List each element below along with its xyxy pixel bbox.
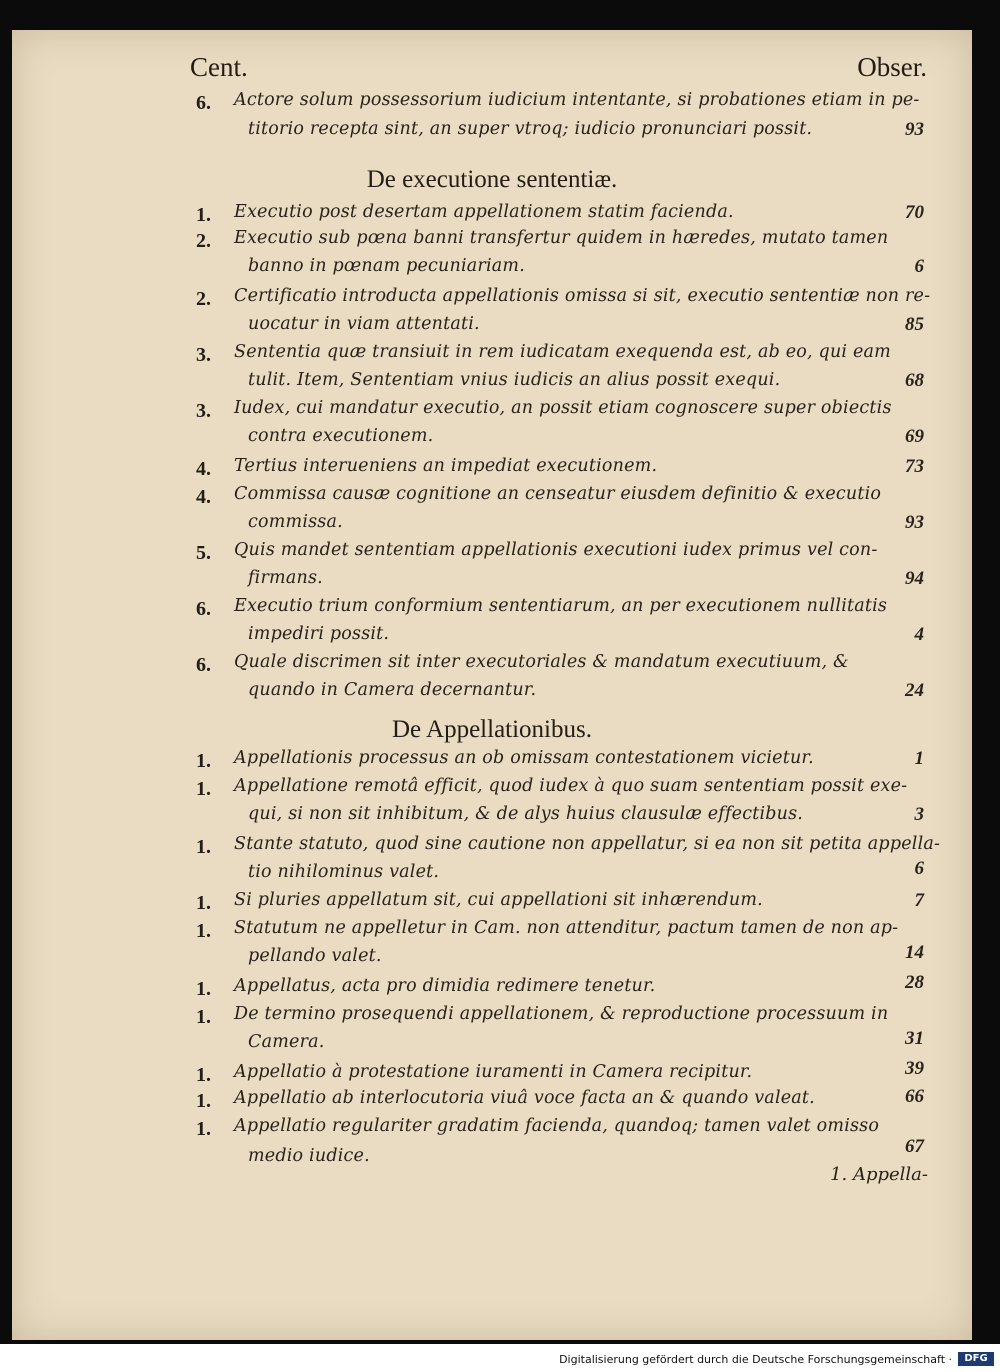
entry-number: 2. xyxy=(196,288,211,310)
entry-number: 1. xyxy=(196,978,211,1000)
catchword: 1. Appella- xyxy=(830,1164,928,1185)
entry-text: Sententia quæ transiuit in rem iudicatam exequenda est, ab eo, qui eam xyxy=(234,342,891,362)
entry-reference: 6 xyxy=(914,256,924,277)
entry-text: Quis mandet sententiam appellationis executioni iudex primus vel con- xyxy=(234,540,878,560)
entry-text: pellando valet. xyxy=(248,946,382,966)
entry-text: quando in Camera decernantur. xyxy=(248,680,537,700)
entry-reference: 93 xyxy=(905,512,924,533)
entry-text: Appellatio à protestatione iuramenti in Camera recipitur. xyxy=(234,1062,753,1082)
entry-number: 1. xyxy=(196,836,211,858)
entry-text: Stante statuto, quod sine cautione non appellatur, si ea non sit petita appella- xyxy=(234,834,941,854)
entry-number: 3. xyxy=(196,400,211,422)
entry-reference: 39 xyxy=(905,1058,924,1079)
entry-text: commissa. xyxy=(248,512,343,532)
entry-text: Commissa causæ cognitione an censeatur eiusdem definitio & executio xyxy=(234,484,882,504)
entry-text: tulit. Item, Sententiam vnius iudicis an alius possit exequi. xyxy=(248,370,781,390)
entry-number: 1. xyxy=(196,920,211,942)
entry-number: 6. xyxy=(196,598,211,620)
entry-reference: 14 xyxy=(905,942,924,963)
entry-number: 6. xyxy=(196,92,211,114)
book-page xyxy=(12,30,972,1340)
entry-text: Camera. xyxy=(248,1032,325,1052)
entry-text: uocatur in viam attentati. xyxy=(248,314,480,334)
entry-number: 1. xyxy=(196,892,211,914)
entry-text: firmans. xyxy=(248,568,323,588)
entry-number: 1. xyxy=(196,1118,211,1140)
entry-number: 6. xyxy=(196,654,211,676)
entry-text: Appellatus, acta pro dimidia redimere tenetur. xyxy=(234,976,656,996)
entry-number: 1. xyxy=(196,750,211,772)
entry-text: Certificatio introducta appellationis omissa si sit, executio sententiæ non re- xyxy=(234,286,931,306)
entry-number: 1. xyxy=(196,778,211,800)
entry-reference: 68 xyxy=(905,370,924,391)
entry-text: De termino prosequendi appellationem, & reproductione processuum in xyxy=(234,1004,889,1024)
entry-number: 5. xyxy=(196,542,211,564)
entry-number: 3. xyxy=(196,344,211,366)
entry-number: 4. xyxy=(196,486,211,508)
entry-number: 2. xyxy=(196,230,211,252)
entry-text: Appellationis processus an ob omissam contestationem vicietur. xyxy=(234,748,814,768)
entry-text: Statutum ne appelletur in Cam. non attenditur, pactum tamen de non ap- xyxy=(234,918,899,938)
entry-reference: 93 xyxy=(905,119,924,140)
entry-reference: 73 xyxy=(905,456,924,477)
entry-text: Tertius interueniens an impediat executionem. xyxy=(234,456,658,476)
entry-reference: 67 xyxy=(905,1136,924,1157)
entry-text: Actore solum possessorium iudicium intentante, si probationes etiam in pe- xyxy=(234,90,920,110)
entry-text: Executio post desertam appellationem statim facienda. xyxy=(234,202,734,222)
entry-text: medio iudice. xyxy=(248,1146,370,1166)
entry-text: tio nihilominus valet. xyxy=(248,862,440,882)
entry-text: titorio recepta sint, an super vtroq; iudicio pronunciari possit. xyxy=(248,119,813,139)
entry-reference: 31 xyxy=(905,1028,924,1049)
section-title: De Appellationibus. xyxy=(392,716,592,743)
digitization-footer xyxy=(0,1344,1000,1372)
running-head-left: Cent. xyxy=(190,52,248,82)
entry-text: Executio sub pœna banni transfertur quidem in hæredes, mutato tamen xyxy=(234,228,889,248)
entry-reference: 1 xyxy=(914,748,924,769)
funding-credit: Digitalisierung gefördert durch die Deutsche Forschungsgemeinschaft · xyxy=(559,1353,952,1366)
section-title: De executione sententiæ. xyxy=(366,166,618,193)
entry-text: Quale discrimen sit inter executoriales & mandatum executiuum, & xyxy=(234,652,849,672)
entry-text: Iudex, cui mandatur executio, an possit etiam cognoscere super obiectis xyxy=(234,398,892,418)
entry-reference: 66 xyxy=(905,1086,924,1107)
entry-reference: 28 xyxy=(905,972,924,993)
entry-number: 1. xyxy=(196,1090,211,1112)
entry-reference: 6 xyxy=(914,858,924,879)
entry-reference: 3 xyxy=(914,804,924,825)
entry-number: 1. xyxy=(196,1006,211,1028)
entry-number: 1. xyxy=(196,1064,211,1086)
entry-text: Appellatio ab interlocutoria viuâ voce facta an & quando valeat. xyxy=(234,1088,815,1108)
entry-reference: 4 xyxy=(914,624,924,645)
entry-text: Appellatione remotâ efficit, quod iudex à quo suam sententiam possit exe- xyxy=(234,776,908,796)
running-head-right: Obser. xyxy=(857,52,927,82)
entry-reference: 85 xyxy=(905,314,924,335)
entry-number: 4. xyxy=(196,458,211,480)
entry-text: qui, si non sit inhibitum, & de alys huius clausulæ effectibus. xyxy=(248,804,804,824)
entry-reference: 24 xyxy=(905,680,924,701)
entry-text: Executio trium conformium sententiarum, an per executionem nullitatis xyxy=(234,596,888,616)
entry-reference: 94 xyxy=(905,568,924,589)
entry-text: banno in pœnam pecuniariam. xyxy=(248,256,525,276)
entry-reference: 7 xyxy=(914,890,924,911)
entry-number: 1. xyxy=(196,204,211,226)
entry-text: contra executionem. xyxy=(248,426,434,446)
entry-text: impediri possit. xyxy=(248,624,390,644)
entry-text: Appellatio regulariter gradatim facienda, quandoq; tamen valet omisso xyxy=(234,1116,880,1136)
entry-text: Si pluries appellatum sit, cui appellationi sit inhærendum. xyxy=(234,890,763,910)
dfg-logo: DFG xyxy=(958,1352,994,1366)
entry-reference: 70 xyxy=(905,202,924,223)
entry-reference: 69 xyxy=(905,426,924,447)
